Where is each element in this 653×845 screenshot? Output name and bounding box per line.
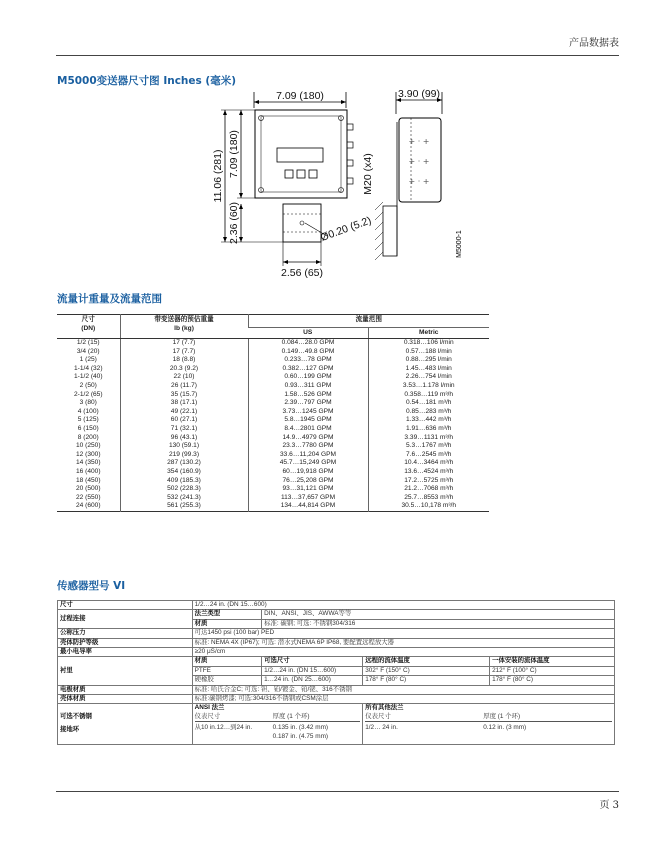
table-row [57, 485, 489, 494]
table-cell: 8.4…2801 GPM [248, 425, 368, 434]
table-cell: 0.60…199 GPM [248, 373, 368, 382]
svg-text:+ · +: + · + [408, 177, 430, 186]
spec-label: 最小电导率 [58, 648, 193, 657]
table-cell: 3.39…1131 m³/h [368, 434, 489, 443]
table-cell: 1 (25) [79, 356, 97, 364]
dim-hole: Ø0.20 (5.2) [318, 214, 373, 244]
table-row [57, 339, 489, 348]
spec-label: 壳体材质 [58, 695, 193, 704]
table-cell: 561 (255.3) [120, 502, 248, 511]
table-cell: 35 (15.7) [120, 391, 248, 400]
table-cell: 2.26…754 l/min [368, 373, 489, 382]
weight-flow-table [57, 314, 489, 512]
spec-value: ≥20 μS/cm [192, 648, 614, 657]
section-title-dimensions: M5000变送器尺寸图 Inches (毫米) [57, 75, 237, 87]
table-row [57, 348, 489, 357]
col-size: 尺寸 (DN) [57, 315, 120, 339]
col-us: US [248, 328, 368, 339]
spec-row-size [58, 601, 615, 610]
table-cell: 22 (550) [75, 493, 101, 501]
spec-row-pressure [58, 629, 615, 638]
table-cell: 16 (400) [75, 467, 101, 475]
other-header: 仪表尺寸 厚度 (1 个环) [365, 713, 612, 722]
spec-value: 1/2…24 in. (DN 15…600) [192, 601, 614, 610]
spec-value: DIN、ANSI、JIS、AWWA等等 [262, 610, 615, 619]
table-cell: 1.91…636 m³/h [368, 425, 489, 434]
table-cell: 7.6…2545 m³/h [368, 451, 489, 460]
table-cell: 0.88…295 l/min [368, 356, 489, 365]
header-rule [56, 55, 619, 56]
table-cell: 0.382…127 GPM [248, 365, 368, 374]
table-cell: 5 (125) [77, 416, 99, 424]
table-cell: 5.8…1945 GPM [248, 416, 368, 425]
table-cell: 10 (250) [75, 442, 101, 450]
table-cell: 17.2…5725 m³/h [368, 477, 489, 486]
table-cell: 4 (100) [77, 407, 99, 415]
table-cell: 219 (99.3) [120, 451, 248, 460]
other-row: 1/2… 24 in. 0.12 in. (3 mm) [365, 724, 527, 732]
spec-row-flange [58, 610, 615, 619]
table-cell: 25.7…8553 m³/h [368, 494, 489, 503]
table-cell: 0.233…78 GPM [248, 356, 368, 365]
dim-conduit: M20 (x4) [362, 153, 374, 195]
dim-base-width: 2.56 (65) [280, 267, 324, 279]
spec-label: 过程连接 [58, 610, 193, 629]
table-cell: 12 (300) [75, 450, 101, 458]
table-cell: 45.7…15,249 GPM [248, 459, 368, 468]
table-cell: 23.3…7780 GPM [248, 442, 368, 451]
col-metric: Metric [368, 328, 489, 339]
liner-cell: 硬橡胶 [192, 676, 261, 685]
table-cell: 3/4 (20) [76, 347, 100, 355]
table-cell: 1.45…483 l/min [368, 365, 489, 374]
other-title: 所有其他法兰 [365, 704, 404, 712]
table-cell: 3.53…1.178 l/min [368, 382, 489, 391]
table-cell: 1.33…442 m³/h [368, 416, 489, 425]
spec-label: 尺寸 [58, 601, 193, 610]
dim-height-lower: 2.36 (60) [228, 201, 240, 245]
spec-row-enclosure [58, 638, 615, 647]
footer-rule [56, 791, 619, 792]
spec-label: 衬里 [58, 657, 193, 685]
spec-value: 标准: 碳钢; 可选: 不锈钢304/316 [262, 619, 615, 628]
table-cell: 287 (130.2) [120, 459, 248, 468]
table-row [57, 468, 489, 477]
table-cell: 409 (185.3) [120, 477, 248, 486]
liner-col-remote-temp: 远程的流体温度 [363, 657, 490, 666]
table-cell: 13.6…4524 m³/h [368, 468, 489, 477]
table-cell: 3 (80) [79, 399, 97, 407]
table-cell: 5.3…1767 m³/h [368, 442, 489, 451]
table-cell: 134…44,814 GPM [248, 502, 368, 511]
table-cell: 20.3 (9.2) [120, 365, 248, 374]
spec-row-housing [58, 695, 615, 704]
svg-text:+ · +: + · + [408, 137, 430, 146]
table-cell: 49 (22.1) [120, 408, 248, 417]
table-cell: 14.9…4979 GPM [248, 434, 368, 443]
table-cell: 3.73…1245 GPM [248, 408, 368, 417]
table-cell: 60 (27.1) [120, 416, 248, 425]
liner-cell: 212° F (100° C) [490, 666, 615, 675]
table-cell: 60…19,918 GPM [248, 468, 368, 477]
table-cell: 8 (200) [77, 433, 99, 441]
table-row [57, 451, 489, 460]
liner-cell: 1/2…24 in. (DN 15…600) [262, 666, 363, 675]
table-row [57, 442, 489, 451]
spec-value: 标准: NEMA 4X (IP67); 可选: 潜水式NEMA 6P IP68, 要配置远程放大器 [192, 638, 614, 647]
table-cell: 18 (8.8) [120, 356, 248, 365]
table-cell: 0.57…188 l/min [368, 348, 489, 357]
page-number: 页 3 [599, 800, 619, 811]
table-cell: 10.4…3464 m³/h [368, 459, 489, 468]
table-cell: 30.5…10,178 m³/h [368, 502, 489, 511]
table-cell: 93…31,121 GPM [248, 485, 368, 494]
table-row [57, 373, 489, 382]
table-cell: 2 (50) [79, 381, 97, 389]
liner-cell: 302° F (150° C) [363, 666, 490, 675]
other-flange-block [363, 704, 615, 745]
section-title-weights: 流量计重量及流量范围 [57, 293, 162, 305]
table-row [57, 399, 489, 408]
table-row [57, 416, 489, 425]
ansi-header: 仪表尺寸 厚度 (1 个环) [195, 713, 361, 722]
spec-row-liner-header [58, 657, 615, 666]
liner-cell: 178° F (80° C) [363, 676, 490, 685]
dim-height-total: 11.06 (281) [212, 149, 224, 203]
table-cell: 0.93…311 GPM [248, 382, 368, 391]
table-row [57, 494, 489, 503]
table-cell: 2-1/2 (65) [73, 390, 103, 398]
table-cell: 532 (241.3) [120, 494, 248, 503]
spec-sublabel: 法兰类型 [192, 610, 261, 619]
spec-value: 标准:碳钢烤漆; 可选:304/316不锈钢或CSM涂层 [192, 695, 614, 704]
table-cell: 0.318…106 l/min [368, 339, 489, 348]
section-title-sensor: 传感器型号 VI [57, 580, 126, 592]
table-cell: 20 (500) [75, 485, 101, 493]
table-row [57, 365, 489, 374]
table-row [57, 502, 489, 511]
dim-height-upper: 7.09 (180) [228, 130, 240, 178]
ansi-flange-block [192, 704, 363, 745]
table-cell: 17 (7.7) [120, 348, 248, 357]
svg-text:+ · +: + · + [408, 157, 430, 166]
table-cell: 24 (600) [75, 502, 101, 510]
table-cell: 21.2…7068 m³/h [368, 485, 489, 494]
table-cell: 1-1/4 (32) [73, 364, 103, 372]
table-cell: 354 (160.9) [120, 468, 248, 477]
table-cell: 1.58…526 GPM [248, 391, 368, 400]
ansi-title: ANSI 法兰 [194, 704, 225, 712]
liner-col-integral-temp: 一体安装的流体温度 [490, 657, 615, 666]
col-flow-range: 流量范围 [248, 315, 489, 328]
table-row [57, 459, 489, 468]
spec-row-conductivity [58, 648, 615, 657]
liner-col-material: 材质 [192, 657, 261, 666]
ansi-row: 从10 in.12…到24 in. 0.135 in. (3.42 mm) 0.187 in. (4.75 mm) [194, 724, 329, 740]
dim-width: 7.09 (180) [276, 90, 324, 102]
col-weight: 带变送器的预估重量 lb (kg) [120, 315, 248, 339]
table-cell: 1-1/2 (40) [73, 373, 103, 381]
spec-row-electrode [58, 685, 615, 694]
table-cell: 71 (32.1) [120, 425, 248, 434]
spec-sublabel: 材质 [192, 619, 261, 628]
table-row [57, 356, 489, 365]
table-cell: 0.85…283 m³/h [368, 408, 489, 417]
table-row [57, 434, 489, 443]
table-row [57, 425, 489, 434]
table-cell: 17 (7.7) [120, 339, 248, 348]
table-cell: 76…25,208 GPM [248, 477, 368, 486]
spec-row-ground-ring [58, 704, 615, 745]
dim-depth: 3.90 (99) [397, 88, 441, 100]
table-cell: 502 (228.3) [120, 485, 248, 494]
dimension-drawing [212, 86, 475, 282]
liner-cell: 1…24 in. (DN 25…600) [262, 676, 363, 685]
table-cell: 0.149…49.8 GPM [248, 348, 368, 357]
figure-id: M5000-1 [456, 230, 463, 258]
spec-value: 标准: 哈氏合金C; 可选: 钽、铂/镀金、铂/铑、316不锈钢 [192, 685, 614, 694]
table-cell: 22 (10) [120, 373, 248, 382]
table-cell: 1/2 (15) [76, 339, 100, 346]
table-cell: 96 (43.1) [120, 434, 248, 443]
table-cell: 33.6…11,204 GPM [248, 451, 368, 460]
liner-cell: 178° F (80° C) [490, 676, 615, 685]
liner-cell: PTFE [192, 666, 261, 675]
table-cell: 26 (11.7) [120, 382, 248, 391]
table-row [57, 382, 489, 391]
table-cell: 6 (150) [77, 424, 99, 432]
table-cell: 18 (450) [75, 476, 101, 484]
table-cell: 14 (350) [75, 459, 101, 467]
table-cell: 130 (59.1) [120, 442, 248, 451]
table-row [57, 408, 489, 417]
table-row [57, 477, 489, 486]
spec-label: 壳体防护等级 [58, 638, 193, 647]
liner-col-size: 可选尺寸 [262, 657, 363, 666]
table-cell: 38 (17.1) [120, 399, 248, 408]
spec-label: 电极材质 [58, 685, 193, 694]
spec-value: 可达1450 psi (100 bar) PED [192, 629, 614, 638]
table-cell: 0.358…119 m³/h [368, 391, 489, 400]
spec-label: 公称压力 [58, 629, 193, 638]
table-row [57, 391, 489, 400]
sensor-spec-table [57, 600, 615, 745]
table-cell: 0.54…181 m³/h [368, 399, 489, 408]
table-cell: 2.39…797 GPM [248, 399, 368, 408]
header-title: 产品数据表 [569, 38, 619, 49]
table-cell: 113…37,657 GPM [248, 494, 368, 503]
spec-label: 可选不锈钢 接地环 [58, 704, 193, 745]
table-cell: 0.084…28.0 GPM [248, 339, 368, 348]
